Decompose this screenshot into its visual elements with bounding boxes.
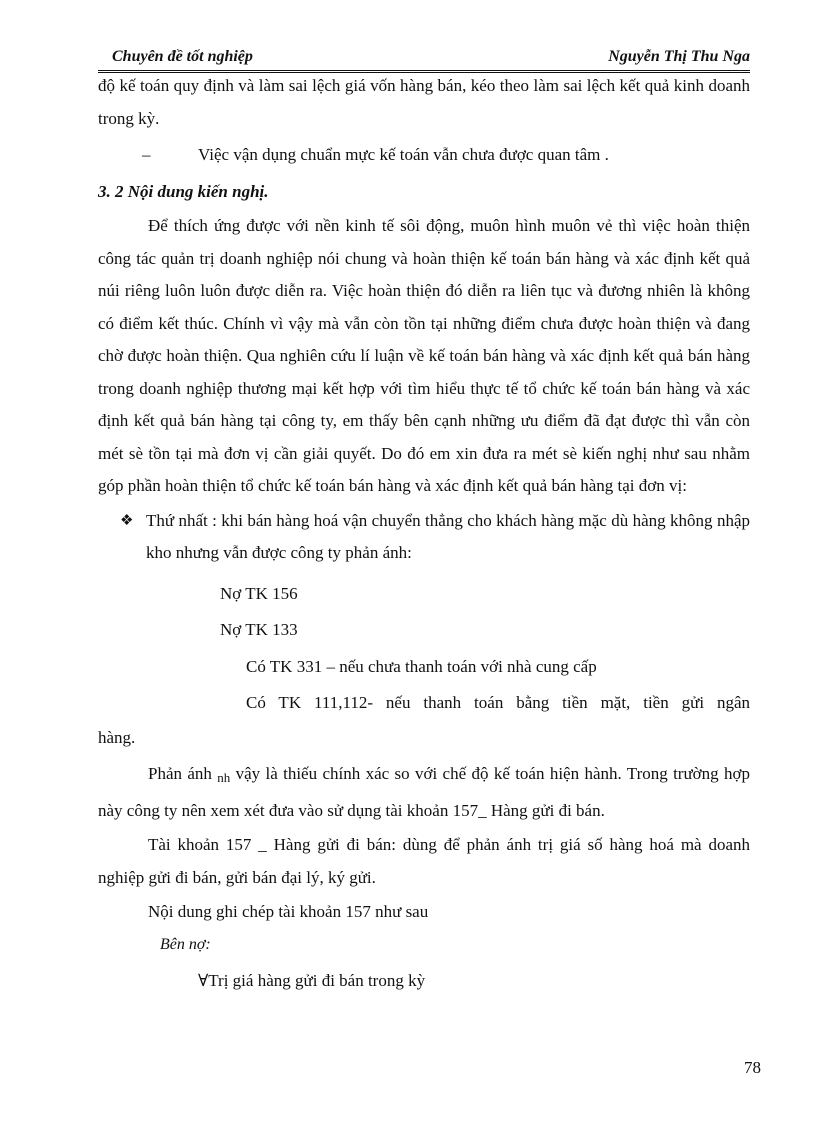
page-header <box>98 44 750 73</box>
entry-credit-331: Có TK 331 – nếu chưa thanh toán với nhà cung cấp <box>246 656 597 676</box>
paragraph-phan-anh <box>98 758 750 827</box>
diamond-bullet-icon: ❖ <box>120 512 134 529</box>
page-number: 78 <box>744 1058 761 1077</box>
dash-item-text: Việc vận dụng chuẩn mực kế toán vẫn chưa được quan tâm . <box>198 145 609 164</box>
phan-anh-text-a: Phản ánh <box>148 764 218 783</box>
ben-no-label: Bên nợ: <box>160 935 211 953</box>
check-bullet-icon: ∀ <box>198 971 209 990</box>
paragraph-continued: độ kế toán quy định và làm sai lệch giá vốn hàng bán, kéo theo làm sai lệch kết quả kinh doanh trong kỳ. <box>98 76 750 128</box>
phan-anh-text-b: vậy là thiếu chính xác so với chế độ kế toán hiện hành. Trong trường hợp này công ty nên xem xét đưa vào sử dụng tài khoản 157_ Hàng gửi đi bán. <box>98 764 751 820</box>
dash-list-item <box>98 139 750 172</box>
bullet-item-text: Thứ nhất : khi bán hàng hoá vận chuyển thẳng cho khách hàng mặc dù hàng không nhập kho nhưng vẫn được công ty phản ánh: <box>146 510 750 562</box>
paragraph-noi-dung: Nội dung ghi chép tài khoản 157 như sau <box>148 902 429 921</box>
paragraph-main: Để thích ứng được với nền kinh tế sôi động, muôn hình muôn vẻ thì việc hoàn thiện công tác quản trị doanh nghiệp nói chung và hoàn thiện kế toán bán hàng và xác định kết quả núi riêng luôn luôn được diễn ra. Việc hoàn thiện đó diễn ra liên tục và đương nhiên là không có điểm kết thúc. Chính vì vậy mà vẫn còn tồn tại những điểm chưa được hoàn thiện và đang chờ được hoàn thiện. Qua nghiên cứu lí luận về kế toán bán hàng và xác định kết quả bán hàng trong doanh nghiệp thương mại kết hợp với tìm hiểu thực tế tổ chức kế toán bán hàng và xác định kết quả bán hàng tại công ty, em thấy bên cạnh những ưu điểm đã đạt được thì vẫn còn mét sè tồn tại mà đơn vị cần giải quyết. Do đó em xin đưa ra mét sè kiến nghị như sau nhằm góp phần hoàn thiện tổ chức kế toán bán hàng và xác định kết quả bán hàng tại đơn vị: <box>98 216 750 495</box>
bullet-item <box>98 505 750 570</box>
entry-credit-111-112: Có TK 111,112- nếu thanh toán bằng tiền mặt, tiền gửi ngân <box>246 693 750 712</box>
check-list-item <box>98 965 750 998</box>
dash-bullet-icon: – <box>142 145 151 164</box>
header-title: Chuyên đề tốt nghiệp <box>112 48 253 65</box>
entry-debit-156: Nợ TK 156 <box>220 583 298 603</box>
page-content <box>98 70 750 998</box>
paragraph-tk157: Tài khoản 157 _ Hàng gửi đi bán: dùng để phản ánh trị giá số hàng hoá mà doanh nghiệp gửi đi bán, gửi bán đại lý, ký gửi. <box>98 835 750 887</box>
check-item-text: Trị giá hàng gửi đi bán trong kỳ <box>208 971 426 990</box>
entry-credit-continued: hàng. <box>98 727 136 747</box>
header-author: Nguyễn Thị Thu Nga <box>608 48 750 65</box>
entry-debit-133: Nợ TK 133 <box>220 620 298 639</box>
phan-anh-sub: nh <box>217 770 231 785</box>
section-heading: 3. 2 Nội dung kiến nghị. <box>98 181 269 201</box>
